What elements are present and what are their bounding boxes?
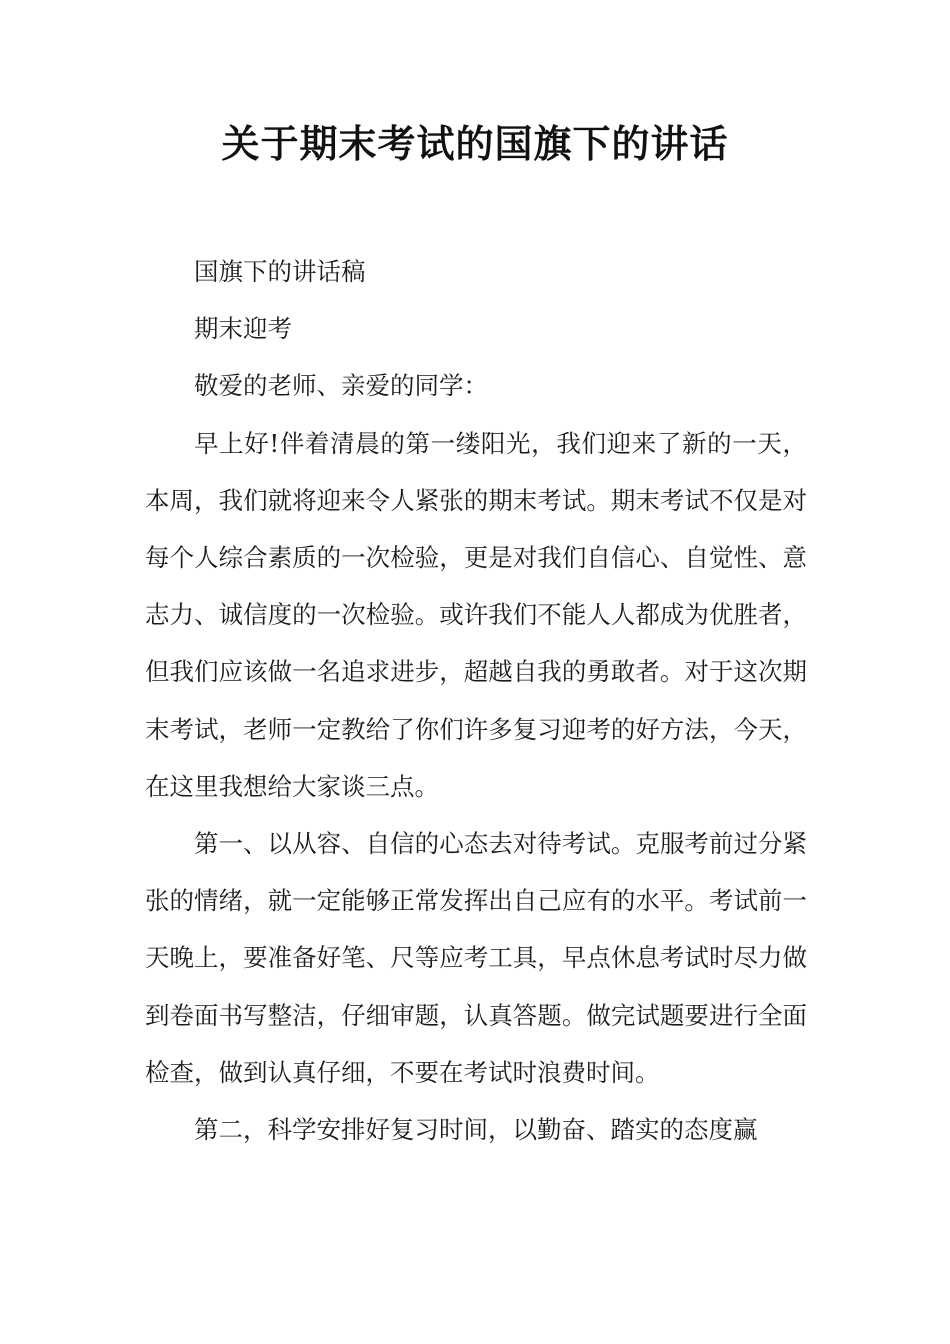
paragraph-heading: 国旗下的讲话稿: [194, 257, 366, 286]
document-title: 关于期末考试的国旗下的讲话: [221, 121, 729, 166]
paragraph-point-one: 第一、以从容、自信的心态去对待考试。克服考前过分紧张的情绪，就一定能够正常发挥出自己应有的水平。考试前一天晚上，要准备好笔、尺等应考工具，早点休息考试时尽力做到卷面书写整洁，仔细审题，认真答题。做完试题要进行全面检查，做到认真仔细，不要在考试时浪费时间。: [145, 829, 807, 1087]
document-body: [145, 243, 807, 1158]
paragraph-salutation: 敬爱的老师、亲爱的同学：: [194, 371, 488, 401]
paragraph-point-two: 第二，科学安排好复习时间，以勤奋、踏实的态度赢: [194, 1115, 758, 1145]
paragraph-opening: 早上好!伴着清晨的第一缕阳光，我们迎来了新的一天，本周，我们就将迎来令人紧张的期末考试。期末考试不仅是对每个人综合素质的一次检验，更是对我们自信心、自觉性、意志力、诚信度的一次检验。或许我们不能人人都成为优胜者，但我们应该做一名追求进步，超越自我的勇敢者。对于这次期末考试，老师一定教给了你们许多复习迎考的好方法，今天，在这里我想给大家谈三点。: [145, 428, 807, 801]
paragraph-subheading: 期末迎考: [194, 314, 292, 344]
